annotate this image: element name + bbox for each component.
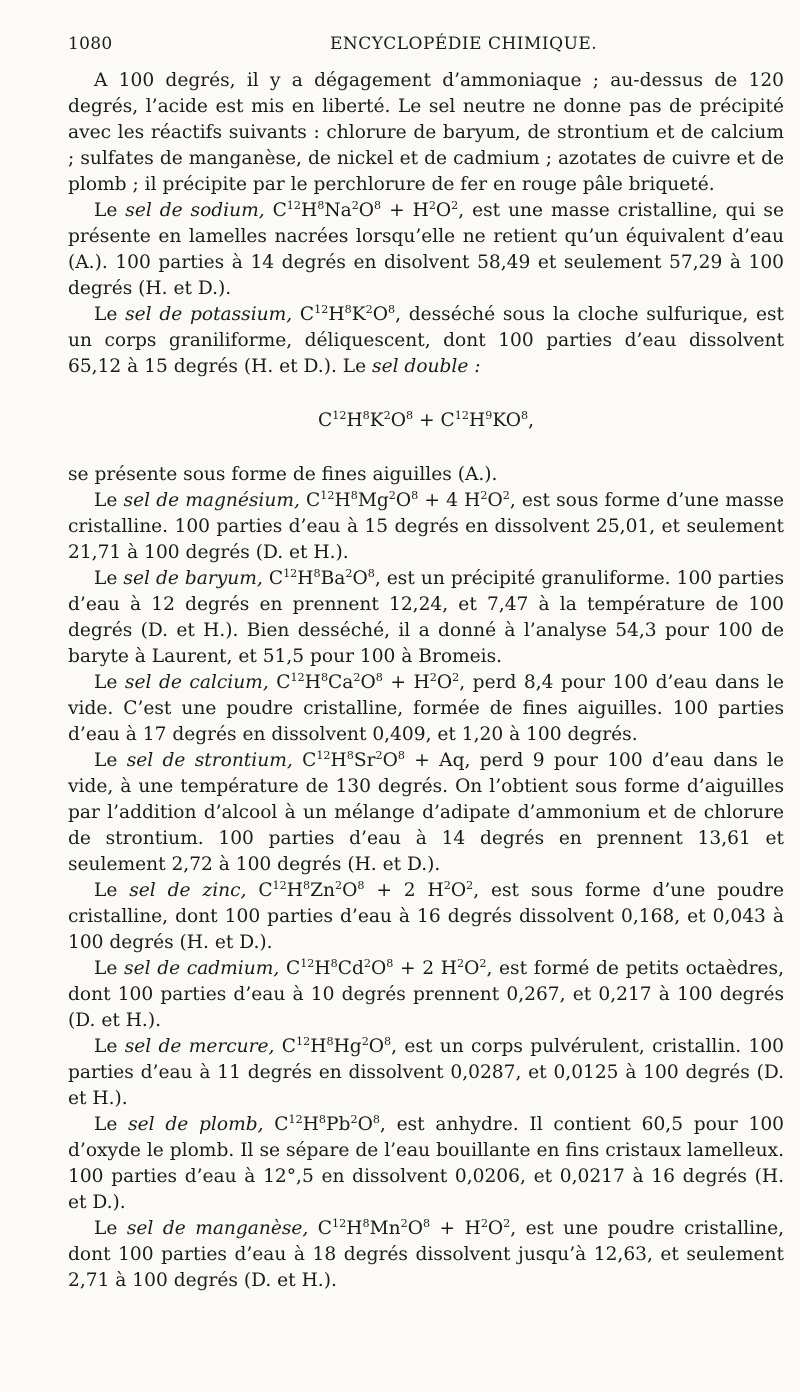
paragraph: Le sel de magnésium, $C^{12}H^8Mg^2O^8 + 4$ $H^2O^2$, est sous forme d’une masse cristalline. 100 parties d’eau à 15 degrés en dissolvent 25,01, et seulement 21,71 à 100 degrés (D. et H.). <box>68 488 785 563</box>
paragraph: Le sel de baryum, $C^{12}H^8Ba^2O^8$, est un précipité granuliforme. 100 parties d’eau à 12 degrés en prennent 12,24, et 7,47 à la température de 100 degrés (D. et H.). Bien desséché, il a donné à l’analyse 54,3 pour 100 de baryte à Laurent, et 51,5 pour 100 à Bromeis. <box>68 566 785 667</box>
paragraph: Le sel de zinc, $C^{12}H^8Zn^2O^8 + 2$ $H^2O^2$, est sous forme d’une poudre cristalline, dont 100 parties d’eau à 16 degrés dissolvent 0,168, et 0,043 à 100 degrés (H. et D.). <box>68 878 784 953</box>
paragraph: Le sel de sodium, $C^{12}H^8Na^2O^8 + H^2O^2$, est une masse cristalline, qui se présente en lamelles nacrées lorsqu’elle ne retient qu’un équivalent d’eau (A.). 100 parties à 14 degrés en disolvent 58,49 et seulement 57,29 à 100 degrés (H. et D.). <box>68 198 784 299</box>
paragraph: A 100 degrés, il y a dégagement d’ammoniaque ; au-dessus de 120 degrés, l’acide est mis en liberté. Le sel neutre ne donne pas de précipité avec les réactifs suivants : chlorure de baryum, de strontium et de calcium ; sulfates de manganèse, de nickel et de cadmium ; azotates de cuivre et de plomb ; il précipite par le perchlorure de fer en rouge pâle briqueté. <box>68 70 784 195</box>
paragraph: Le sel de plomb, $C^{12}H^8Pb^2O^8$, est anhydre. Il contient 60,5 pour 100 d’oxyde le plomb. Il se sépare de l’eau bouillante en fins cristaux lamelleux. 100 parties d’eau à 12°,5 en dissolvent 0,0206, et 0,0217 à 16 degrés (H. et D.). <box>68 1112 784 1213</box>
paragraph: Le sel de manganèse, $C^{12}H^8Mn^2O^8 + H^2O^2$, est une poudre cristalline, dont 100 parties d’eau à 18 degrés dissolvent jusqu’à 12,63, et seulement 2,71 à 100 degrés (D. et H.). <box>68 1216 785 1291</box>
paragraph: Le sel de strontium, $C^{12}H^8Sr^2O^8 + Aq$, perd 9 pour 100 d’eau dans le vide, à une température de 130 degrés. On l’obtient sous forme d’aiguilles par l’addition d’alcool à un mélange d’adipate d’ammonium et de chlorure de strontium. 100 parties d’eau à 14 degrés en prennent 13,61 et seulement 2,72 à 100 degrés (H. et D.). <box>68 748 785 875</box>
paragraph: Le sel de potassium, $C^{12}H^8K^2O^8$, desséché sous la cloche sulfurique, est un corps graniliforme, déliquescent, dont 100 parties d’eau dissolvent 65,12 à 15 degrés (H. et D.). Le sel double : <box>68 302 784 377</box>
page-number: 1080 <box>68 34 113 54</box>
chemical-formula: $C^{12}H^8K^2O^8 + C^{12}H^9KO^8$, <box>318 408 534 431</box>
paragraph: Le sel de cadmium, $C^{12}H^8Cd^2O^8 + 2$ $H^2O^2$, est formé de petits octaèdres, dont 100 parties d’eau à 10 degrés prennent 0,267, et 0,217 à 100 degrés (D. et H.). <box>68 956 785 1031</box>
paragraph: Le sel de mercure, $C^{12}H^8Hg^2O^8$, est un corps pulvérulent, cristallin. 100 parties d’eau à 11 degrés en dissolvent 0,0287, et 0,0125 à 100 degrés (D. et H.). <box>68 1034 785 1109</box>
paragraph: Le sel de calcium, $C^{12}H^8Ca^2O^8 + H^2O^2$, perd 8,4 pour 100 d’eau dans le vide. C’est une poudre cristalline, formée de fines aiguilles. 100 parties d’eau à 17 degrés en dissolvent 0,409, et 1,20 à 100 degrés. <box>68 670 785 745</box>
page-header <box>68 34 780 60</box>
page-body <box>68 68 784 1294</box>
paragraph: se présente sous forme de fines aiguilles (A.). <box>68 464 498 485</box>
running-title: ENCYCLOPÉDIE CHIMIQUE. <box>330 34 598 54</box>
